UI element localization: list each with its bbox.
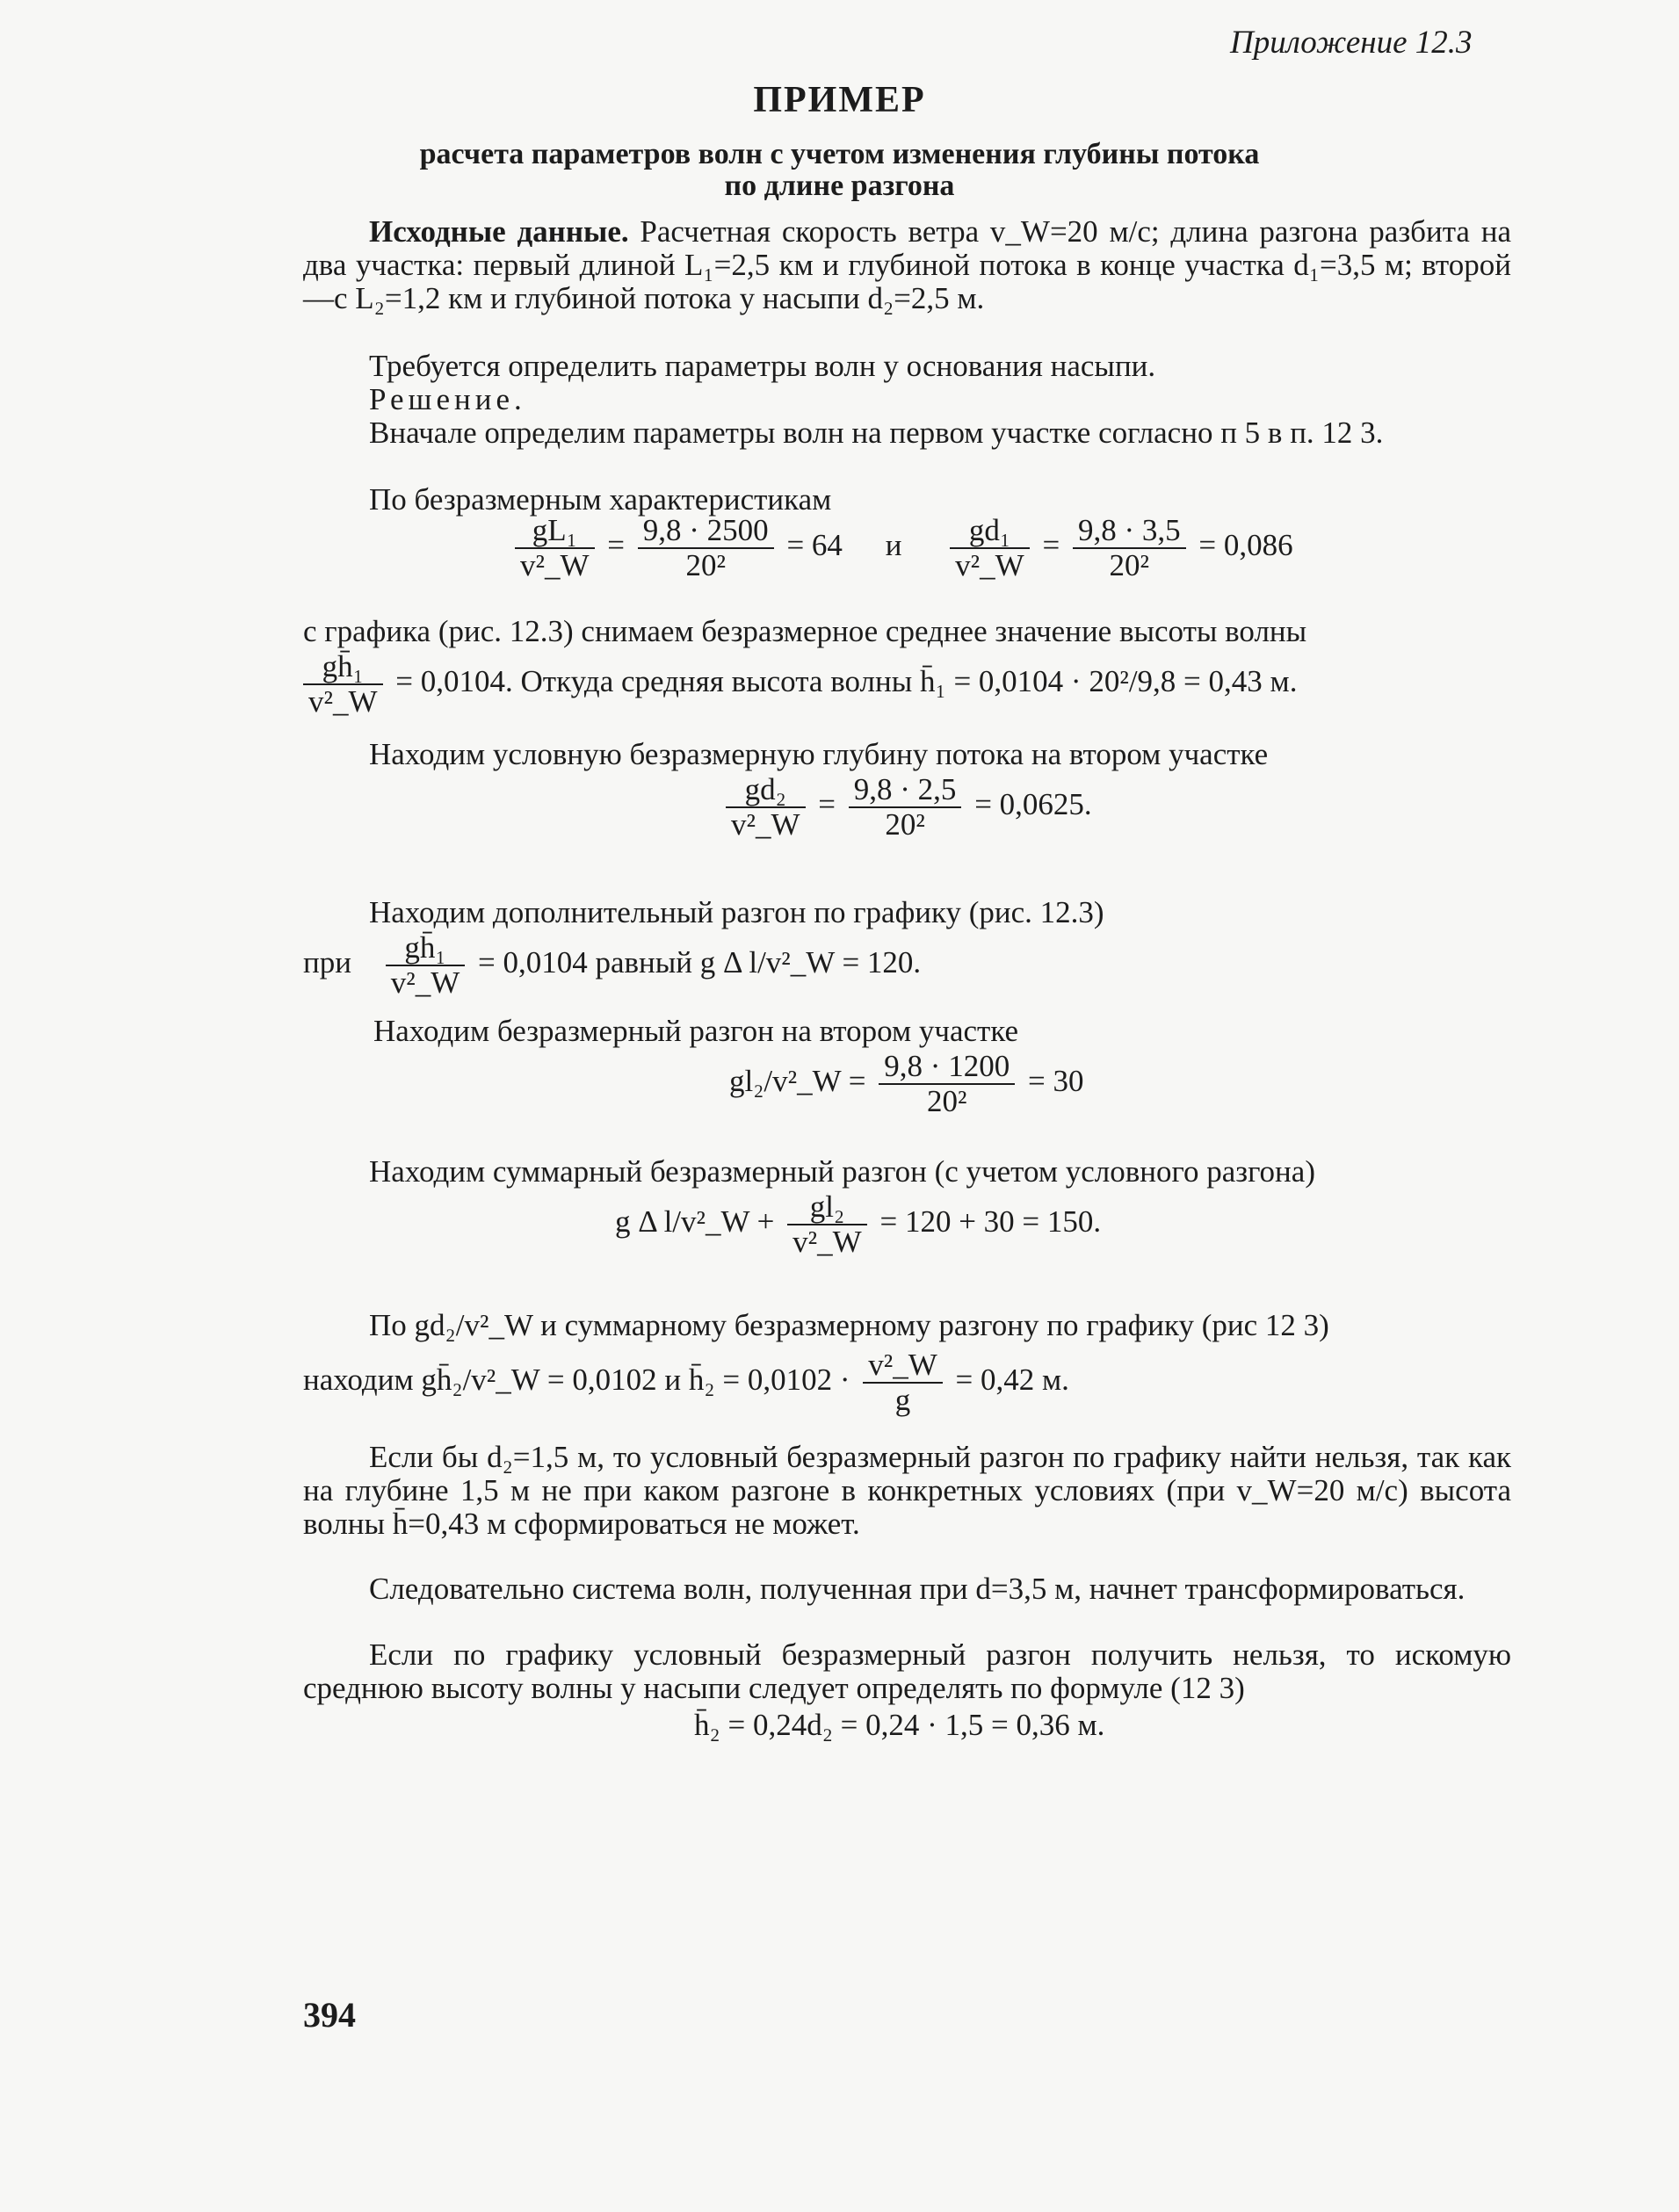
fraction: $\frac{\text{gh̄₁}}{\text{v²\_W}}$ [386,931,466,1000]
subtitle-line-1: расчета параметров волн с учетом изменения глубины потока [419,138,1260,170]
paragraph-total-fetch: Находим суммарный безразмерный разгон (с учетом условного разгона) [369,1154,1315,1189]
paragraph-conditional-depth: Находим условную безразмерную глубину потока на втором участке [369,737,1269,771]
paragraph-additional-fetch: Находим дополнительный разгон по графику (рис. 12.3) [369,895,1104,929]
formula-final-wave-height: h̄₂ = 0,24d₂ = 0,24 · 1,5 = 0,36 м. [694,1708,1105,1742]
subtitle-line-2: по длине разгона [724,170,955,202]
formula-second-section-fetch: gl₂/v²_W = $\frac{9,8 \cdot 1200}{\text{20²}}$ = 30 [729,1049,1084,1118]
appendix-label: Приложение 12.3 [1230,25,1473,61]
initial-data-text: Расчетная скорость ветра v_W=20 м/с; длина разгона разбита на два участка: первый длиной L₁=2,5 км и глубиной потока в конце участка d₁=3,5 м; второй—с L₂=1,2 км и глубиной потока у насыпи d₂=2,5 м. [303,214,1512,315]
formula-total-fetch: g Δ l/v²_W + $\frac{\text{gl₂}}{\text{v²\_W}}$ = 120 + 30 = 150. [615,1189,1102,1259]
paragraph-transformation: Следовательно система волн, полученная при d=3,5 м, начнет трансформироваться. [369,1572,1466,1606]
paragraph-condition-d2: Если бы d₂=1,5 м, то условный безразмерный разгон по графику найти нельзя, так как на глубине 1,5 м не при каком разгоне в конкретных условиях (при v_W=20 м/с) высота волны h̄=0,43 м сформироваться не может. [303,1440,1511,1541]
fraction: $\frac{\text{gh̄₁}}{\text{v²\_W}}$ [303,650,383,719]
fraction: $\frac{\text{gL₁}}{\text{v²\_W}}$ [515,514,595,582]
formula-dimensionless-fetch-depth: $\frac{\text{gL₁}}{\text{v²\_W}}$ = $\frac{9,8 \cdot 2500}{\text{20²}}$ = 64 и $\frac{\text{gd₁}}{\text{v²\_W}}$ = $\frac{9,8 \cdot 3,5}{\text{20²}}$ = 0,086 [510,514,1293,582]
paragraph-initial-data [303,215,1511,315]
formula-mean-wave-height-2: находим gh̄₂/v²_W = 0,0102 и h̄₂ = 0,0102 · $\frac{\text{v²\_W}}{g}$ = 0,42 м. [303,1348,1069,1417]
initial-data-label: Исходные данные. [369,214,629,249]
fraction: $\frac{9,8 \cdot 3,5}{\text{20²}}$ [1073,514,1186,582]
paragraph-graph-total: По gd₂/v²_W и суммарному безразмерному разгону по графику (рис 12 3) [369,1308,1329,1342]
paragraph-dimensionless: По безразмерным характеристикам [369,482,832,517]
fraction: $\frac{\text{gd₂}}{\text{v²\_W}}$ [726,773,806,842]
paragraph-second-section-fetch: Находим безразмерный разгон на втором участке [373,1014,1019,1048]
paragraph-solution-heading: Решение. [369,382,526,416]
formula-mean-wave-height-1: $\frac{\text{gh̄₁}}{\text{v²\_W}}$ = 0,0104. Откуда средняя высота волны h̄₁ = 0,0104 · 20²/9,8 = 0,43 м. [303,650,1297,719]
paragraph-formula-reference: Если по графику условный безразмерный разгон получить нельзя, то искомую среднюю высоту волны у насыпи следует определять по формуле (12 3) [303,1637,1511,1705]
fraction: $\frac{9,8 \cdot 1200}{\text{20²}}$ [879,1050,1015,1118]
formula-additional-fetch: при $\frac{\text{gh̄₁}}{\text{v²\_W}}$ = 0,0104 равный g Δ l/v²_W = 120. [303,930,922,1000]
fraction: $\frac{9,8 \cdot 2,5}{\text{20²}}$ [849,773,962,842]
formula-conditional-depth: $\frac{\text{gd₂}}{\text{v²\_W}}$ = $\frac{9,8 \cdot 2,5}{\text{20²}}$ = 0,0625. [720,773,1092,842]
fraction: $\frac{\text{gl₂}}{\text{v²\_W}}$ [787,1190,867,1259]
page-title: ПРИМЕР [753,80,926,120]
paragraph-first-section: Вначале определим параметры волн на первом участке согласно п 5 в п. 12 3. [369,416,1384,450]
fraction: $\frac{\text{v²\_W}}{g}$ [863,1348,943,1417]
fraction: $\frac{\text{gd₁}}{\text{v²\_W}}$ [950,514,1030,582]
paragraph-graph-reading: с графика (рис. 12.3) снимаем безразмерное среднее значение высоты волны [303,614,1307,648]
fraction: $\frac{9,8 \cdot 2500}{\text{20²}}$ [638,514,774,582]
paragraph-task: Требуется определить параметры волн у основания насыпи. [369,349,1156,383]
page-number: 394 [303,1995,356,2035]
